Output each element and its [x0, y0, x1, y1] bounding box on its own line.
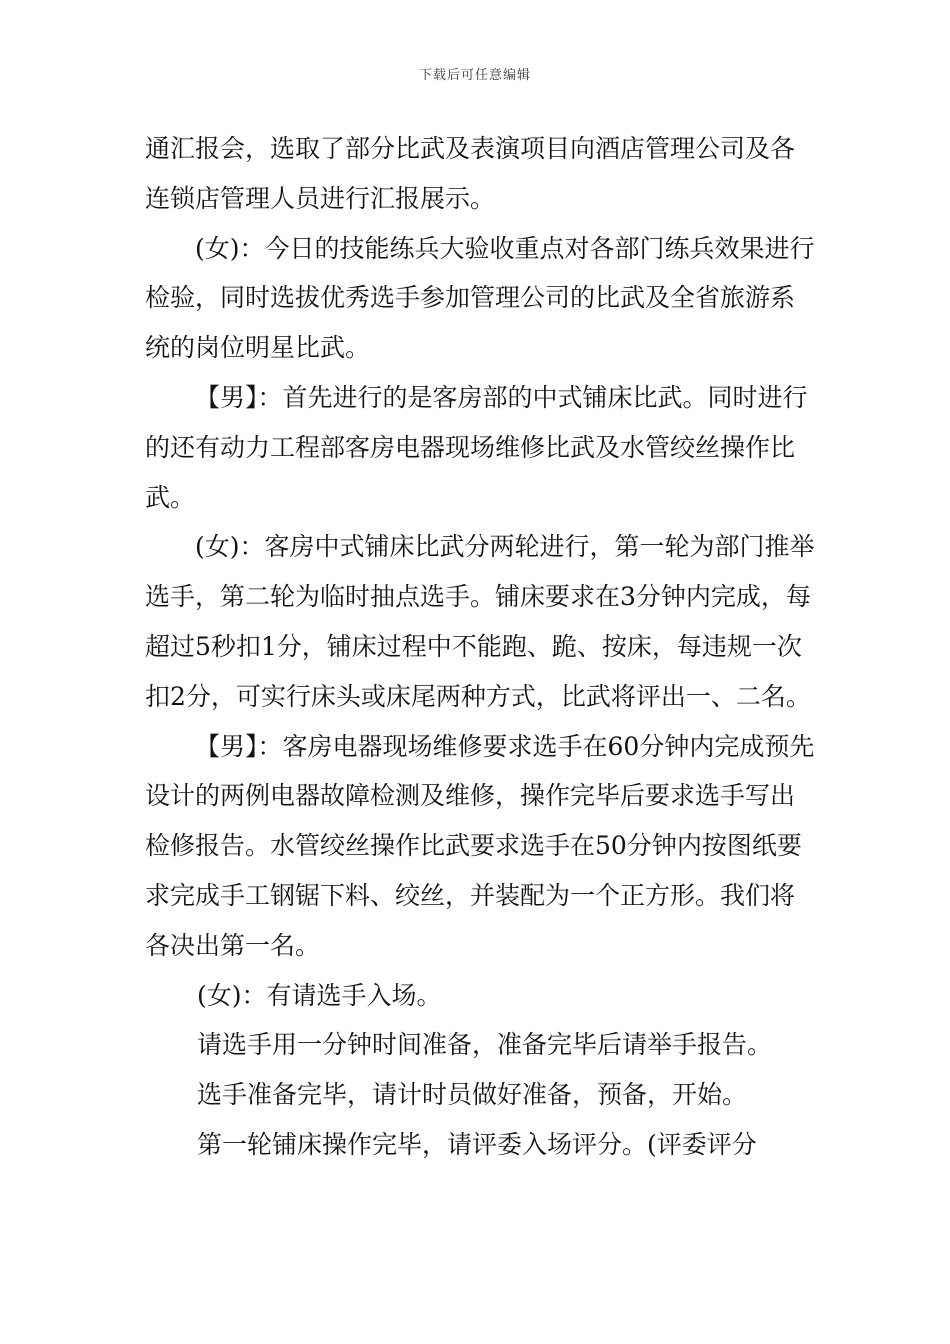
paragraph: (女)：今日的技能练兵大验收重点对各部门练兵效果进行检验，同时选拔优秀选手参加管理公司的比武及全省旅游系统的岗位明星比武。 — [145, 233, 815, 363]
paragraph: 选手准备完毕，请计时员做好准备，预备，开始。 — [197, 1080, 748, 1110]
document-body — [145, 124, 815, 1170]
paragraph: (女)：有请选手入场。 — [197, 980, 442, 1010]
paragraph: 【男】：首先进行的是客房部的中式铺床比武。同时进行的还有动力工程部客房电器现场维修比武及水管绞丝操作比武。 — [145, 382, 808, 512]
paragraph: 第一轮铺床操作完毕，请评委入场评分。(评委评分 — [197, 1129, 757, 1159]
paragraph: (女)：客房中式铺床比武分两轮进行，第一轮为部门推举选手，第二轮为临时抽点选手。铺床要求在3分钟内完成，每超过5秒扣1分，铺床过程中不能跑、跪、按床，每违规一次扣2分，可实行床头或床尾两种方式，比武将评出一、二名。 — [145, 532, 815, 711]
paragraph: 请选手用一分钟时间准备，准备完毕后请举手报告。 — [197, 1030, 773, 1060]
paragraph: 【男】：客房电器现场维修要求选手在60分钟内完成预先设计的两例电器故障检测及维修，操作完毕后要求选手写出检修报告。水管绞丝操作比武要求选手在50分钟内按图纸要求完成手工钢锯下料、绞丝，并装配为一个正方形。我们将各决出第一名。 — [145, 731, 815, 960]
page-header-note: 下载后可任意编辑 — [418, 68, 531, 83]
paragraph: 通汇报会，选取了部分比武及表演项目向酒店管理公司及各连锁店管理人员进行汇报展示。 — [145, 134, 796, 213]
